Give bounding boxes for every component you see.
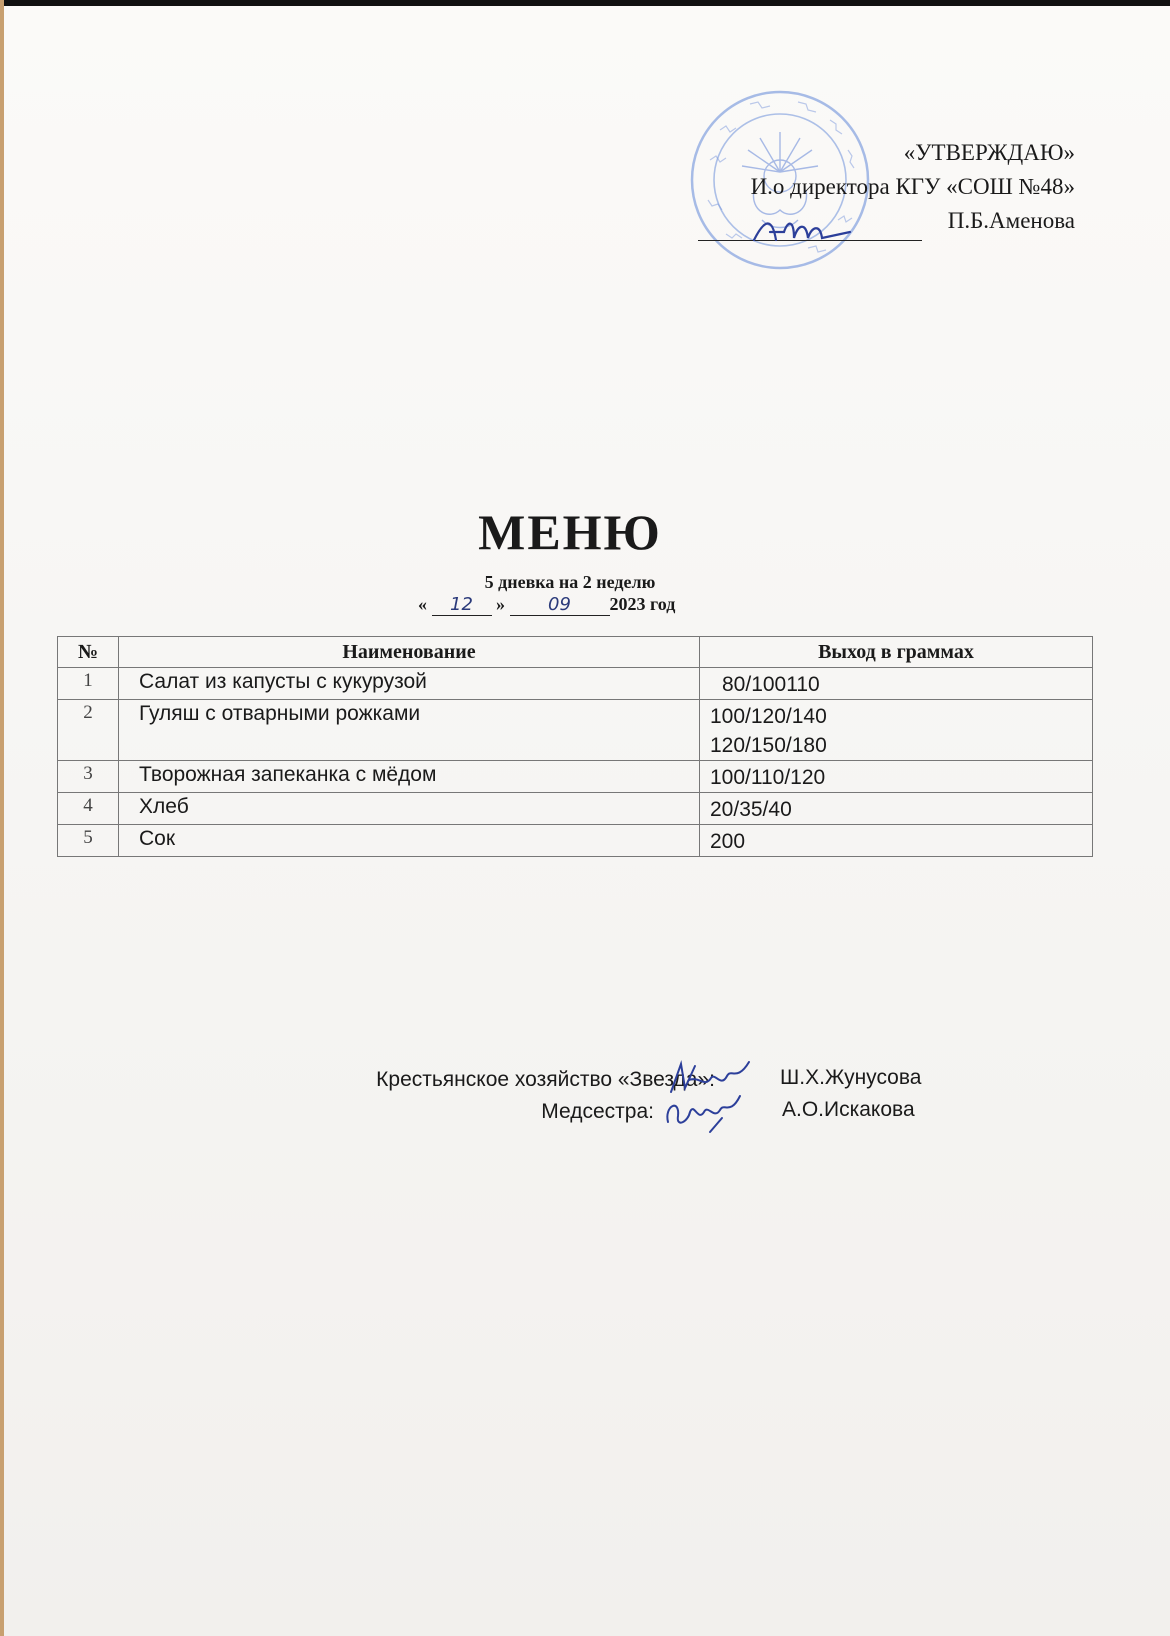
table-header-row: [58, 637, 1093, 668]
table-row: [58, 793, 1093, 825]
supplier-label: Крестьянское хозяйство «Звезда»:: [376, 1068, 715, 1091]
approval-heading: «УТВЕРЖДАЮ»: [903, 140, 1075, 165]
page-title: МЕНЮ: [478, 504, 662, 560]
header-name: Наименование: [119, 637, 700, 668]
output-value: 100/110/120: [710, 766, 826, 789]
menu-table: [57, 636, 1093, 857]
row-num: 4: [58, 793, 119, 825]
director-signature: [750, 210, 860, 250]
row-name: Хлеб: [119, 793, 700, 825]
output-value: 120/150/180: [710, 734, 827, 757]
approval-name: П.Б.Аменова: [947, 208, 1075, 233]
header-output: Выход в граммах: [700, 637, 1093, 668]
row-output: [700, 793, 1093, 825]
output-value: 20/35/40: [710, 798, 792, 821]
table-row: [58, 668, 1093, 700]
row-name: Салат из капусты с кукурузой: [119, 668, 700, 700]
row-name: Гуляш с отварными рожками: [119, 700, 700, 761]
output-value: 200: [710, 830, 746, 853]
row-output: [700, 825, 1093, 857]
row-output: [700, 761, 1093, 793]
date-year: 2023 год: [609, 594, 676, 614]
output-value: 80/100110: [722, 673, 820, 696]
nurse-signature: [660, 1092, 750, 1134]
row-num: 2: [58, 700, 119, 761]
subtitle: 5 дневка на 2 неделю: [484, 572, 656, 592]
nurse-label: Медсестра:: [541, 1100, 654, 1123]
row-name: Творожная запеканка с мёдом: [119, 761, 700, 793]
row-name: Сок: [119, 825, 700, 857]
supplier-name: Ш.Х.Жунусова: [780, 1066, 922, 1089]
approval-block: [640, 140, 1080, 260]
date-day: 12: [432, 594, 492, 616]
date-line: [418, 594, 675, 616]
date-open-quote: «: [418, 594, 427, 614]
approval-position: И.о директора КГУ «СОШ №48»: [750, 174, 1075, 199]
row-output: [700, 668, 1093, 700]
row-num: 1: [58, 668, 119, 700]
row-num: 5: [58, 825, 119, 857]
signatures-block: [0, 1058, 1170, 1138]
table-row: [58, 761, 1093, 793]
date-month: 09: [510, 594, 610, 616]
table-row: [58, 825, 1093, 857]
output-value: 100/120/140: [710, 705, 827, 728]
row-output: [700, 700, 1093, 761]
nurse-name: А.О.Искакова: [782, 1098, 915, 1121]
table-row: [58, 700, 1093, 761]
header-num: №: [58, 637, 119, 668]
row-num: 3: [58, 761, 119, 793]
date-close-quote: »: [496, 594, 505, 614]
